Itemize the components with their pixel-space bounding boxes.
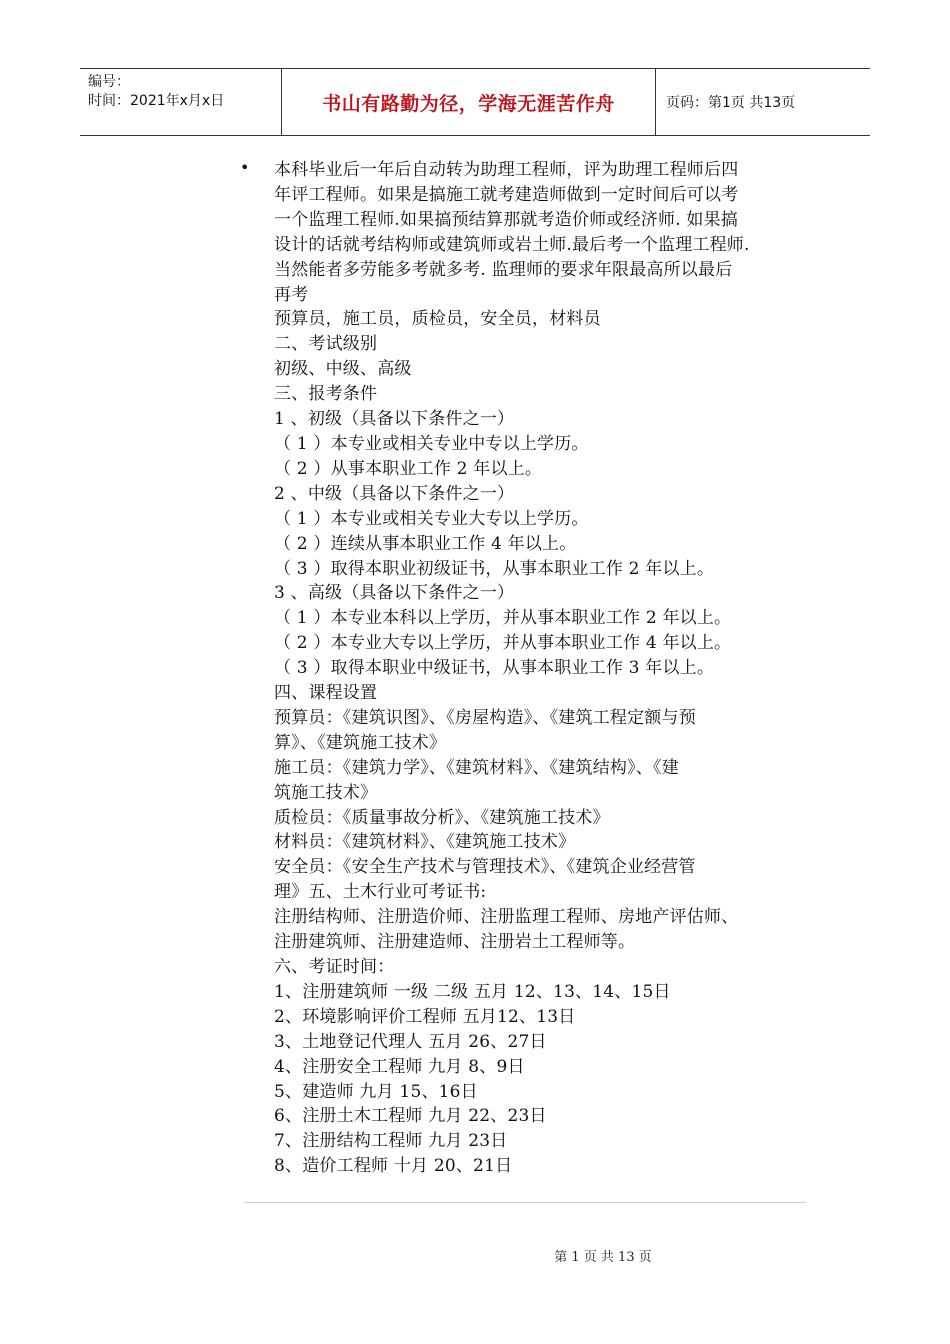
body-line: （ 2 ）从事本职业工作 2 年以上。: [274, 458, 543, 479]
page-header: [80, 68, 870, 136]
document-number-label: 编号：: [88, 74, 130, 90]
body-line: 算》、《建筑施工技术》: [274, 732, 447, 753]
body-lines: [244, 158, 806, 1179]
body-line: 注册结构师、注册造价师、注册监理工程师、房地产评估师、: [274, 907, 739, 928]
body-line: 3、土地登记代理人 五月 26、27日: [274, 1031, 547, 1052]
body-line: 三、报考条件: [274, 384, 378, 405]
body-line: 年评工程师。如果是搞施工就考建造师做到一定时间后可以考: [274, 184, 739, 205]
footer-divider: [244, 1202, 806, 1203]
body-line: 再考: [274, 284, 309, 305]
body-line: （ 2 ）连续从事本职业工作 4 年以上。: [274, 533, 577, 554]
page-footer: [0, 1246, 950, 1265]
body-line: 二、考试级别: [274, 334, 378, 355]
body-line: 注册建筑师、注册建造师、注册岩土工程师等。: [274, 932, 636, 953]
body-line: 质检员：《质量事故分析》、《建筑施工技术》: [274, 807, 610, 828]
body-line: 预算员，施工员，质检员，安全员，材料员: [274, 309, 601, 330]
body-line: 2、环境影响评价工程师 五月12、13日: [274, 1006, 576, 1027]
body-line: 理》五、土木行业可考证书:: [274, 882, 487, 903]
body-line: 本科毕业后一年后自动转为助理工程师，评为助理工程师后四: [274, 160, 739, 180]
body-line: （ 3 ）取得本职业中级证书，从事本职业工作 3 年以上。: [274, 658, 715, 679]
body-line: 4、注册安全工程师 九月 8、9日: [274, 1056, 525, 1077]
header-motto: 书山有路勤为径，学海无涯苦作舟: [282, 69, 656, 135]
body-line: 材料员：《建筑材料》、《建筑施工技术》: [274, 832, 576, 853]
body-line: 施工员：《建筑力学》、《建筑材料》、《建筑结构》、《建: [274, 757, 679, 778]
body-line: （ 3 ）取得本职业初级证书，从事本职业工作 2 年以上。: [274, 558, 715, 579]
body-line: 8、造价工程师 十月 20、21日: [274, 1156, 513, 1177]
body-line: 6、注册土木工程师 九月 22、23日: [274, 1106, 547, 1127]
body-line: 筑施工技术》: [274, 782, 378, 803]
body-line: （ 2 ）本专业大专以上学历，并从事本职业工作 4 年以上。: [274, 633, 732, 654]
body-line: 六、考证时间：: [274, 957, 395, 977]
body-line: 四、课程设置: [274, 683, 378, 704]
body-line: 预算员：《建筑识图》、《房屋构造》、《建筑工程定额与预: [274, 707, 696, 728]
bullet-icon: •: [240, 158, 250, 177]
document-body: [240, 158, 806, 1179]
footer-page-number: 第 1 页 共 13 页: [554, 1250, 652, 1265]
body-line: 当然能者多劳能多考就多考. 监理师的要求年限最高所以最后: [274, 259, 733, 280]
body-line: 1 、初级（具备以下条件之一）: [274, 409, 515, 430]
body-line: （ 1 ）本专业或相关专业大专以上学历。: [274, 508, 589, 529]
header-meta: [80, 69, 282, 135]
body-line: （ 1 ）本专业或相关专业中专以上学历。: [274, 433, 589, 454]
document-date: 时间：2021年x月x日: [88, 93, 225, 109]
body-line: 3 、高级（具备以下条件之一）: [274, 583, 515, 604]
body-line: 5、建造师 九月 15、16日: [274, 1081, 478, 1102]
body-line: （ 1 ）本专业本科以上学历，并从事本职业工作 2 年以上。: [274, 608, 732, 629]
body-line: 1、注册建筑师 一级 二级 五月 12、13、14、15日: [274, 981, 671, 1002]
header-page-number: 页码：第1页 共13页: [666, 95, 796, 111]
body-line: 一个监理工程师.如果搞预结算那就考造价师或经济师. 如果搞: [274, 209, 739, 230]
body-line: 设计的话就考结构师或建筑师或岩土师.最后考一个监理工程师.: [274, 234, 750, 255]
body-line: 初级、中级、高级: [274, 359, 412, 380]
body-line: 7、注册结构工程师 九月 23日: [274, 1131, 508, 1152]
body-line: 2 、中级（具备以下条件之一）: [274, 483, 515, 504]
body-line: 安全员：《安全生产技术与管理技术》、《建筑企业经营管: [274, 857, 696, 878]
